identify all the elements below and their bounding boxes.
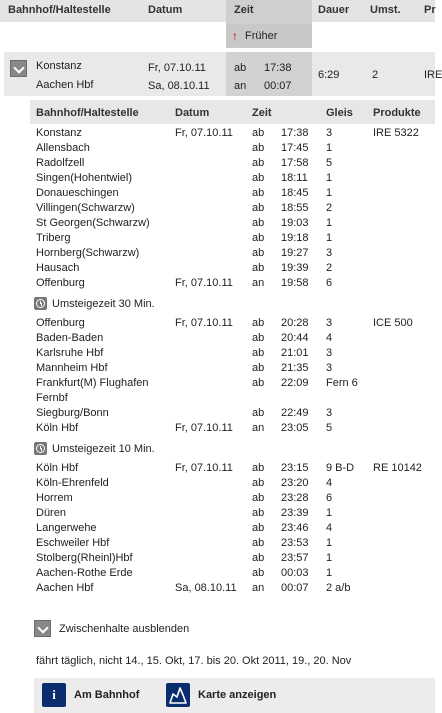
header-products: Pr: [424, 4, 436, 16]
row-date: Fr, 07.10.11: [175, 422, 233, 434]
row-type: ab: [252, 232, 265, 244]
row-type: ab: [252, 142, 265, 154]
row-station: Hausach: [36, 262, 80, 274]
itinerary-row: [30, 406, 435, 421]
row-station: Baden-Baden: [36, 332, 104, 344]
summary-arr-date: Sa, 08.10.11: [148, 80, 210, 92]
arrow-up-icon: ↑: [232, 29, 238, 43]
clock-icon: [34, 297, 47, 310]
transfer-info: [30, 296, 435, 312]
row-type: ab: [252, 377, 265, 389]
earlier-label: Früher: [245, 30, 278, 42]
itinerary-row: [30, 506, 435, 521]
row-platform: 4: [326, 522, 333, 534]
row-time: 19:03: [281, 217, 309, 229]
row-platform: 3: [326, 362, 333, 374]
row-station: Aachen-Rothe Erde: [36, 567, 133, 579]
itinerary-row: [30, 331, 435, 346]
row-platform: 1: [326, 142, 333, 154]
row-station: Köln Hbf: [36, 462, 79, 474]
row-type: ab: [252, 492, 265, 504]
row-time: 18:11: [281, 172, 308, 184]
row-station: Köln-Ehrenfeld: [36, 477, 109, 489]
transfer-info: [30, 441, 435, 457]
connection-summary-row[interactable]: [4, 52, 442, 96]
row-time: 19:27: [281, 247, 309, 259]
row-platform: 3: [326, 127, 333, 139]
detail-header-station: Bahnhof/Haltestelle: [36, 107, 139, 119]
summary-product: IRE: [424, 69, 442, 81]
row-type: ab: [252, 127, 265, 139]
itinerary-row: [30, 581, 435, 596]
itinerary-row: [30, 476, 435, 491]
row-station: Mannheim Hbf: [36, 362, 108, 374]
detail-header-time: Zeit: [252, 107, 272, 119]
row-platform: 3: [326, 317, 333, 329]
station-info-icon: i: [42, 683, 66, 707]
row-type: ab: [252, 522, 265, 534]
header-time: Zeit: [234, 4, 254, 16]
row-time: 23:53: [281, 537, 309, 549]
row-time: 21:35: [281, 362, 309, 374]
row-time: 20:28: [281, 317, 309, 329]
row-type: ab: [252, 537, 265, 549]
row-station: Konstanz: [36, 127, 82, 139]
itinerary-row: [30, 316, 435, 331]
row-time: 18:45: [281, 187, 309, 199]
itinerary-row: [30, 536, 435, 551]
row-station: Siegburg/Bonn: [36, 407, 109, 419]
row-date: Fr, 07.10.11: [175, 127, 233, 139]
hide-intermediate-stops-button[interactable]: [34, 620, 394, 640]
itinerary-row: [30, 491, 435, 506]
row-time: 19:58: [281, 277, 309, 289]
itinerary-row: [30, 461, 435, 476]
row-platform: 2: [326, 262, 333, 274]
row-type: ab: [252, 172, 265, 184]
row-type: ab: [252, 262, 265, 274]
service-note: fährt täglich, nicht 14., 15. Okt, 17. bis 20. Okt 2011, 19., 20. Nov: [36, 655, 352, 667]
row-station: Hornberg(Schwarzw): [36, 247, 140, 259]
row-platform: 9 B-D: [326, 462, 355, 474]
row-station: Offenburg: [36, 277, 85, 289]
row-time: 23:15: [281, 462, 309, 474]
row-station: St Georgen(Schwarzw): [36, 217, 150, 229]
row-type: ab: [252, 187, 265, 199]
row-station: Stolberg(Rheinl)Hbf: [36, 552, 133, 564]
row-time: 20:44: [281, 332, 309, 344]
header-transfers: Umst.: [370, 4, 401, 16]
itinerary-row: [30, 376, 435, 391]
row-platform: 1: [326, 507, 333, 519]
row-platform: 1: [326, 232, 333, 244]
row-time: 23:20: [281, 477, 309, 489]
row-platform: 1: [326, 187, 333, 199]
row-type: ab: [252, 217, 265, 229]
itinerary-row: [30, 566, 435, 581]
row-platform: 3: [326, 247, 333, 259]
connection-detail-panel: [30, 100, 435, 713]
action-bar: [34, 678, 435, 713]
transfer-label: Umsteigezeit 10 Min.: [52, 443, 155, 455]
row-type: an: [252, 277, 265, 289]
row-station: Singen(Hohentwiel): [36, 172, 132, 184]
results-header: [0, 0, 435, 22]
row-station: Langerwehe: [36, 522, 97, 534]
row-type: an: [252, 422, 265, 434]
map-icon: [166, 683, 190, 707]
row-time: 18:55: [281, 202, 309, 214]
row-date: Sa, 08.10.11: [175, 582, 237, 594]
collapse-toggle-icon[interactable]: [10, 60, 27, 77]
row-type: ab: [252, 567, 265, 579]
row-platform: 5: [326, 157, 333, 169]
itinerary-row: [30, 216, 435, 231]
row-product: ICE 500: [373, 317, 413, 329]
row-type: ab: [252, 407, 265, 419]
row-platform: 6: [326, 492, 333, 504]
summary-duration: 6:29: [318, 69, 340, 81]
row-station: Fernbf: [36, 392, 68, 404]
row-platform: 2 a/b: [326, 582, 351, 594]
itinerary-row: [30, 421, 435, 436]
summary-arr-type: an: [234, 80, 247, 92]
row-time: 23:39: [281, 507, 309, 519]
row-station: Radolfzell: [36, 157, 85, 169]
row-time: 19:39: [281, 262, 309, 274]
itinerary-row: [30, 141, 435, 156]
row-platform: 1: [326, 537, 333, 549]
row-time: 23:57: [281, 552, 309, 564]
row-type: ab: [252, 362, 265, 374]
row-product: RE 10142: [373, 462, 422, 474]
detail-header-products: Produkte: [373, 107, 421, 119]
row-type: ab: [252, 507, 265, 519]
row-time: 19:18: [281, 232, 309, 244]
row-station: Eschweiler Hbf: [36, 537, 110, 549]
clock-icon: [34, 442, 47, 455]
row-platform: Fern 6: [326, 377, 358, 389]
row-station: Düren: [36, 507, 66, 519]
row-type: ab: [252, 202, 265, 214]
header-duration: Dauer: [318, 4, 350, 16]
transfer-label: Umsteigezeit 30 Min.: [52, 298, 155, 310]
row-station: Aachen Hbf: [36, 582, 94, 594]
row-platform: 3: [326, 347, 333, 359]
row-type: ab: [252, 157, 265, 169]
row-platform: 1: [326, 217, 333, 229]
show-map-label: Karte anzeigen: [198, 689, 277, 701]
itinerary-row: [30, 246, 435, 261]
row-time: 17:38: [281, 127, 309, 139]
station-info-button[interactable]: [42, 683, 152, 709]
row-time: 00:07: [281, 582, 309, 594]
summary-transfers: 2: [372, 69, 379, 81]
row-date: Fr, 07.10.11: [175, 277, 233, 289]
row-platform: 1: [326, 552, 333, 564]
row-date: Fr, 07.10.11: [175, 317, 233, 329]
summary-dep-type: ab: [234, 62, 247, 74]
row-time: 22:49: [281, 407, 309, 419]
hide-stops-label: Zwischenhalte ausblenden: [59, 623, 190, 635]
summary-from-station: Konstanz: [36, 60, 82, 72]
row-type: ab: [252, 477, 265, 489]
itinerary-row: [30, 361, 435, 376]
row-type: ab: [252, 347, 265, 359]
row-platform: 4: [326, 332, 333, 344]
itinerary-row: [30, 521, 435, 536]
row-time: 22:09: [281, 377, 309, 389]
row-platform: 4: [326, 477, 333, 489]
row-station: Donaueschingen: [36, 187, 119, 199]
row-type: ab: [252, 462, 265, 474]
detail-header-date: Datum: [175, 107, 210, 119]
row-time: 23:46: [281, 522, 309, 534]
row-type: ab: [252, 317, 265, 329]
row-time: 00:03: [281, 567, 309, 579]
row-type: ab: [252, 332, 265, 344]
row-station: Köln Hbf: [36, 422, 79, 434]
collapse-icon: [34, 620, 51, 637]
itinerary-row: [30, 126, 435, 141]
row-station: Triberg: [36, 232, 71, 244]
summary-to-station: Aachen Hbf: [36, 79, 94, 91]
row-type: ab: [252, 247, 265, 259]
header-station: Bahnhof/Haltestelle: [8, 4, 111, 16]
itinerary-row: [30, 261, 435, 276]
row-station: Allensbach: [36, 142, 90, 154]
itinerary-row: [30, 156, 435, 171]
row-station: Karlsruhe Hbf: [36, 347, 104, 359]
itinerary-row: [30, 346, 435, 361]
row-platform: 2: [326, 202, 333, 214]
itinerary-row: [30, 551, 435, 566]
row-platform: 1: [326, 172, 333, 184]
row-time: 17:58: [281, 157, 309, 169]
row-platform: 1: [326, 567, 333, 579]
itinerary-row: [30, 171, 435, 186]
detail-header: [30, 100, 435, 124]
header-date: Datum: [148, 4, 183, 16]
row-type: ab: [252, 552, 265, 564]
row-time: 17:45: [281, 142, 309, 154]
itinerary-row: [30, 186, 435, 201]
station-info-label: Am Bahnhof: [74, 689, 140, 701]
itinerary-row: [30, 231, 435, 246]
summary-arr-time: 00:07: [264, 80, 292, 92]
row-date: Fr, 07.10.11: [175, 462, 233, 474]
summary-dep-date: Fr, 07.10.11: [148, 62, 206, 74]
detail-header-platform: Gleis: [326, 107, 353, 119]
earlier-button[interactable]: [226, 24, 312, 48]
row-station: Offenburg: [36, 317, 85, 329]
summary-dep-time: 17:38: [264, 62, 292, 74]
row-station: Horrem: [36, 492, 73, 504]
itinerary-row: [30, 276, 435, 291]
row-platform: 5: [326, 422, 333, 434]
row-platform: 6: [326, 277, 333, 289]
row-station: Frankfurt(M) Flughafen: [36, 377, 149, 389]
row-time: 23:28: [281, 492, 309, 504]
row-type: an: [252, 582, 265, 594]
row-platform: 3: [326, 407, 333, 419]
row-time: 23:05: [281, 422, 309, 434]
row-time: 21:01: [281, 347, 309, 359]
row-station: Villingen(Schwarzw): [36, 202, 135, 214]
itinerary-row: [30, 201, 435, 216]
show-map-button[interactable]: [166, 683, 296, 709]
itinerary-row: [30, 391, 435, 406]
row-product: IRE 5322: [373, 127, 419, 139]
